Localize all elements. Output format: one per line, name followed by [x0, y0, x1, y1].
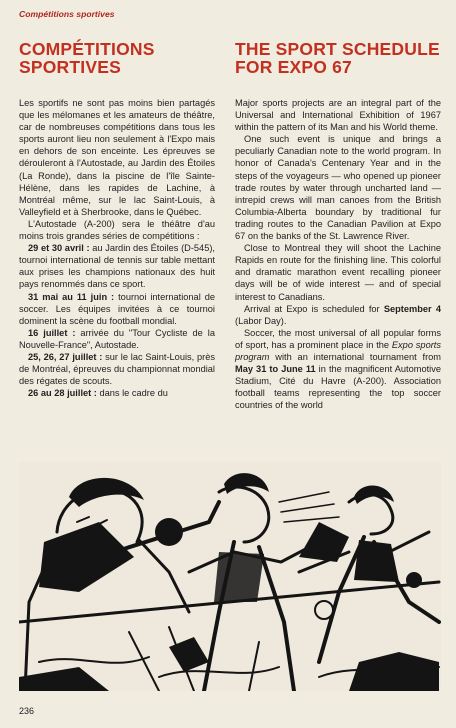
sports-sketch-image: [19, 462, 441, 691]
text-run: in the magnificent Automotive Stadium, Cité du Havre (A-200). Association football teams representing the top soccer countries of the world: [235, 364, 441, 411]
running-head: Compétitions sportives: [19, 9, 115, 19]
text-run: Soccer, the most universal of all popular forms of sport, has a prominent place in the: [235, 327, 441, 350]
english-paragraph: [235, 133, 441, 242]
bold-run: May 31 to June 11: [235, 364, 316, 375]
bold-run: September 4: [383, 303, 441, 314]
english-paragraph: [235, 242, 441, 302]
english-paragraph: [235, 303, 441, 327]
text-run: One such event is unique and brings a peculiarly Canadian note to the world program. In honor of Canada's Centenary Year and in the steps of the voyageurs — who opened up pioneer trade routes by water through uncharted land — intrepid crews will man canoes from the British Columbia-Alberta boundary by traditional fur trading routes to the Canadian Pavilion at Expo 67 on the banks of the St. Lawrence River.: [235, 134, 441, 242]
english-paragraph: [235, 327, 441, 412]
date-lead: 26 au 28 juillet :: [28, 388, 97, 399]
english-column: [235, 40, 441, 411]
paragraph-text: Les sportifs ne sont pas moins bien partagés que les mélomanes et les amateurs de théâtre, car de nombreuses compétitions dans tous les sports auront lieu non seulement à l'Expo mais en dehors de son enceinte. Les épreuves se dérouleront à l'Autostade, au Jardin des Étoiles (La Ronde), dans la piscine de l'île Sainte-Hélène, dans les rapides de Lachine, à Montréal même, sur le lac Saint-Louis, à Valleyfield et à Sherbrooke, dans le Québec.: [19, 98, 215, 217]
french-paragraph: [19, 327, 215, 351]
french-title: [19, 40, 215, 76]
french-body: [19, 97, 215, 399]
french-paragraph: [19, 218, 215, 242]
paragraph-text: arrivée du "Tour Cycliste de la Nouvelle-France", Autostade.: [19, 327, 215, 350]
french-title-line: COMPÉTITIONS: [19, 39, 155, 59]
french-paragraph: [19, 97, 215, 218]
date-lead: 31 mai au 11 juin :: [28, 291, 115, 302]
french-paragraph: [19, 387, 215, 399]
italic-run: Expo sports program: [235, 339, 441, 362]
french-paragraph: [19, 242, 215, 290]
paragraph-text: dans le cadre du: [96, 388, 168, 399]
english-title: [235, 40, 441, 76]
date-lead: 29 et 30 avril :: [28, 243, 90, 254]
date-lead: 16 juillet :: [28, 327, 76, 338]
text-run: (Labor Day).: [235, 315, 287, 326]
date-lead: 25, 26, 27 juillet :: [28, 351, 103, 362]
paragraph-text: L'Autostade (A-200) sera le théâtre d'au moins trois grandes séries de compétitions :: [19, 218, 215, 242]
english-body: [235, 97, 441, 411]
paragraph-text: sur le lac Saint-Louis, près de Montréal, épreuves du championnat mondial des régates de scouts.: [19, 351, 215, 387]
french-paragraph: [19, 291, 215, 327]
text-run: Close to Montreal they will shoot the Lachine Rapids en route for the finishing line. This colorful and dramatic marathon event recalling pioneer days will be of wide interest — and of special interest to Canadians.: [235, 243, 441, 302]
text-run: with an international tournament from: [269, 351, 441, 362]
paragraph-text: tournoi international de soccer. Les équipes invitées à ce tournoi dominent la scène du football mondial.: [19, 291, 215, 326]
paragraph-text: au Jardin des Étoiles (D-545), tournoi international de tennis sur table mettant aux prises les champions nationaux des huit pays renommés dans ce sport.: [19, 243, 215, 290]
french-title-line: SPORTIVES: [19, 57, 121, 77]
text-run: Major sports projects are an integral part of the Universal and International Exhibition of 1967 within the pattern of its Man and his World theme.: [235, 98, 441, 133]
page-number: 236: [19, 706, 35, 716]
text-run: Arrival at Expo is scheduled for: [244, 303, 384, 314]
french-paragraph: [19, 351, 215, 387]
english-title-line: THE SPORT SCHEDULE: [235, 39, 440, 59]
english-paragraph: [235, 97, 441, 133]
french-column: [19, 40, 215, 399]
english-title-line: FOR EXPO 67: [235, 57, 352, 77]
sports-illustration: [19, 462, 441, 691]
